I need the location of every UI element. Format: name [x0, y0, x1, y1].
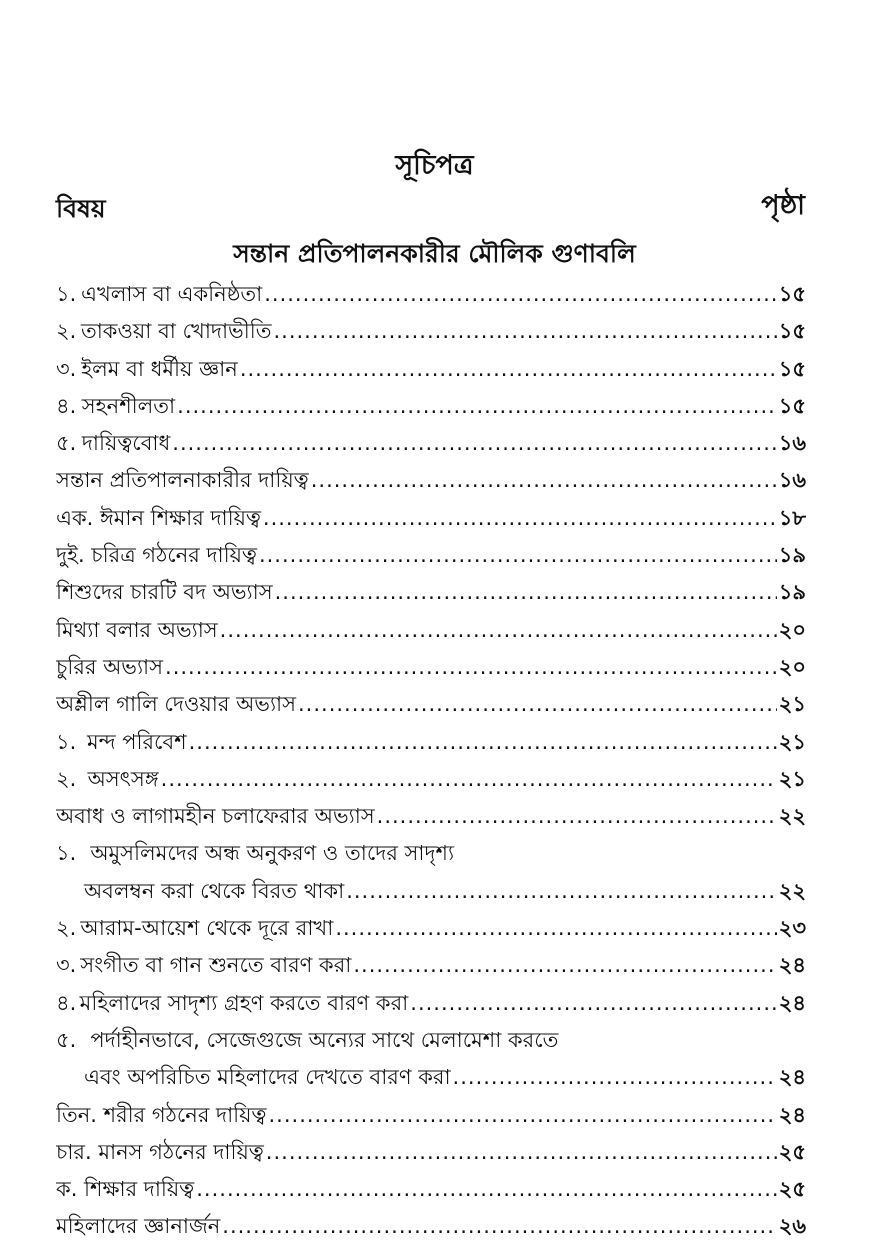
toc-leader-dots	[220, 612, 777, 649]
toc-entry	[56, 462, 806, 499]
page-title: সূচিপত্র	[395, 150, 474, 181]
toc-entry-page: ২৪	[778, 953, 806, 978]
toc-leader-dots	[222, 1208, 776, 1245]
toc-entry-page: ২১	[778, 766, 806, 791]
toc-entry-page: ১৯	[778, 580, 806, 605]
toc-entry-title: শিশুদের চারটি বদ অভ্যাস	[56, 580, 273, 605]
toc-entry	[56, 1171, 806, 1208]
toc-leader-dots	[266, 1134, 777, 1171]
toc-entry-title: অশ্লীল গালি দেওয়ার অভ্যাস	[56, 692, 296, 717]
toc-entry	[56, 910, 806, 947]
toc-entry	[56, 1097, 806, 1134]
toc-leader-dots	[196, 1171, 776, 1208]
toc-entry-title: মিথ্যা বলার অভ্যাস	[56, 617, 218, 642]
toc-entry-title: আরাম-আয়েশ থেকে দূরে রাখা	[80, 916, 334, 941]
toc-entry-page: ২২	[778, 878, 806, 903]
toc-entry	[56, 500, 806, 537]
toc-entry-title: সন্তান প্রতিপালনাকারীর দায়িত্ব	[56, 468, 309, 493]
toc-entry	[56, 276, 806, 313]
toc-leader-dots	[453, 1059, 777, 1096]
toc-entry-page: ২৪	[778, 1102, 806, 1127]
toc-entry-page: ২৫	[778, 1139, 806, 1164]
toc-entry-number: ২.	[56, 319, 77, 344]
toc-entry-page: ২১	[778, 729, 806, 754]
toc-entry-page: ১৫	[778, 282, 806, 306]
toc-entry-title: অবলম্বন করা থেকে বিরত থাকা	[84, 878, 345, 903]
toc-leader-dots	[275, 574, 777, 611]
toc-entry-title: সহনশীলতা	[81, 393, 176, 418]
toc-entry-title: মন্দ পরিবেশ	[87, 729, 187, 754]
toc-entry-number: ১.	[56, 729, 77, 754]
section-heading: সন্তান প্রতিপালনকারীর মৌলিক গুণাবলি	[233, 239, 636, 268]
toc-entry-page: ১৬	[778, 431, 806, 456]
toc-entry-title: তিন. শরীর গঠনের দায়িত্ব	[56, 1102, 267, 1127]
toc-leader-dots	[346, 873, 777, 910]
toc-entry-title: চার. মানস গঠনের দায়িত্ব	[56, 1139, 264, 1164]
toc-leader-dots	[353, 947, 776, 984]
toc-entry	[56, 1022, 806, 1059]
toc-entry-page: ২২	[778, 804, 806, 829]
toc-entry-title: সংগীত বা গান শুনতে বারণ করা	[80, 953, 352, 978]
toc-entry	[56, 686, 806, 723]
toc-leader-dots	[335, 910, 776, 947]
toc-entry-number: ৪.	[56, 393, 77, 418]
toc-entry-title: অবাধ ও লাগামহীন চলাফেরার অভ্যাস	[56, 804, 375, 829]
toc-entry	[56, 985, 806, 1022]
toc-entry	[56, 612, 806, 649]
toc-entry	[56, 835, 806, 872]
toc-leader-dots	[263, 500, 777, 537]
toc-entry-page: ১৫	[778, 319, 806, 344]
toc-entry	[56, 425, 806, 462]
table-of-contents	[56, 276, 806, 1246]
toc-entry-number: ২.	[56, 766, 77, 791]
toc-entry-number: ২.	[56, 916, 77, 941]
toc-entry-page: ১৮	[778, 505, 806, 530]
toc-entry-number: ১.	[56, 282, 77, 306]
toc-entry-number: ৩.	[56, 356, 77, 381]
toc-entry	[56, 947, 806, 984]
toc-leader-dots	[259, 537, 777, 574]
toc-leader-dots	[410, 985, 776, 1022]
toc-entry	[56, 574, 806, 611]
toc-entry-title: অসৎসঙ্গ	[87, 766, 159, 791]
toc-entry	[56, 313, 806, 350]
column-header-page: পৃষ্ঠা	[761, 190, 805, 221]
toc-entry	[56, 388, 806, 425]
toc-entry-page: ২৫	[778, 1177, 806, 1202]
toc-entry-title: এক. ঈমান শিক্ষার দায়িত্ব	[56, 505, 261, 530]
toc-entry-page: ২৬	[778, 1214, 806, 1239]
toc-entry-title: এবং অপরিচিত মহিলাদের দেখতে বারণ করা	[84, 1065, 451, 1090]
toc-entry-title: এখলাস বা একনিষ্ঠতা	[80, 282, 263, 306]
toc-entry	[56, 873, 806, 910]
toc-entry-page: ২০	[778, 617, 806, 642]
toc-leader-dots	[377, 798, 777, 835]
toc-leader-dots	[273, 313, 776, 350]
toc-entry-title: ইলম বা ধর্মীয় জ্ঞান	[81, 356, 238, 381]
toc-leader-dots	[165, 649, 777, 686]
toc-leader-dots	[298, 686, 777, 723]
toc-leader-dots	[161, 761, 777, 798]
toc-leader-dots	[172, 425, 776, 462]
toc-entry-title: মহিলাদের জ্ঞানার্জন	[56, 1214, 221, 1239]
toc-leader-dots	[264, 276, 777, 313]
toc-entry-page: ২৪	[778, 990, 806, 1015]
toc-entry-title: দায়িত্ববোধ	[81, 431, 171, 456]
toc-leader-dots	[189, 724, 777, 761]
toc-entry-title: পর্দাহীনভাবে, সেজেগুজে অন্যের সাথে মেলামেশা করতে	[90, 1027, 559, 1052]
toc-leader-dots	[240, 351, 777, 388]
toc-entry-page: ২১	[778, 692, 806, 717]
toc-entry	[56, 1134, 806, 1171]
toc-leader-dots	[177, 388, 777, 425]
toc-entry-title: অমুসলিমদের অন্ধ অনুকরণ ও তাদের সাদৃশ্য	[90, 841, 455, 866]
toc-entry	[56, 1208, 806, 1245]
toc-entry-page: ১৯	[778, 543, 806, 568]
toc-entry-title: ক. শিক্ষার দায়িত্ব	[56, 1177, 195, 1202]
toc-entry-number: ৪.	[56, 990, 77, 1015]
toc-entry-title: দুই. চরিত্র গঠনের দায়িত্ব	[56, 543, 257, 568]
toc-entry-number: ৩.	[56, 953, 77, 978]
toc-entry	[56, 724, 806, 761]
toc-entry-page: ২০	[778, 654, 806, 679]
toc-leader-dots	[311, 462, 777, 499]
toc-entry	[56, 351, 806, 388]
toc-entry	[56, 1059, 806, 1096]
toc-entry-page: ২৪	[778, 1065, 806, 1090]
toc-entry-number: ১.	[56, 841, 77, 866]
toc-entry-title: মহিলাদের সাদৃশ্য গ্রহণ করতে বারণ করা	[79, 990, 409, 1015]
toc-entry-number: ৫.	[56, 1027, 77, 1052]
column-header-subject: বিষয়	[56, 194, 106, 223]
toc-entry-page: ১৫	[778, 393, 806, 418]
toc-entry-page: ১৫	[778, 356, 806, 381]
toc-entry-title: চুরির অভ্যাস	[56, 654, 164, 679]
toc-entry	[56, 798, 806, 835]
toc-entry-number: ৫.	[56, 431, 77, 456]
toc-leader-dots	[269, 1097, 777, 1134]
toc-entry	[56, 537, 806, 574]
toc-entry	[56, 761, 806, 798]
toc-entry	[56, 649, 806, 686]
toc-entry-page: ১৬	[778, 468, 806, 493]
toc-entry-title: তাকওয়া বা খোদাভীতি	[80, 319, 272, 344]
toc-entry-page: ২৩	[778, 916, 806, 941]
